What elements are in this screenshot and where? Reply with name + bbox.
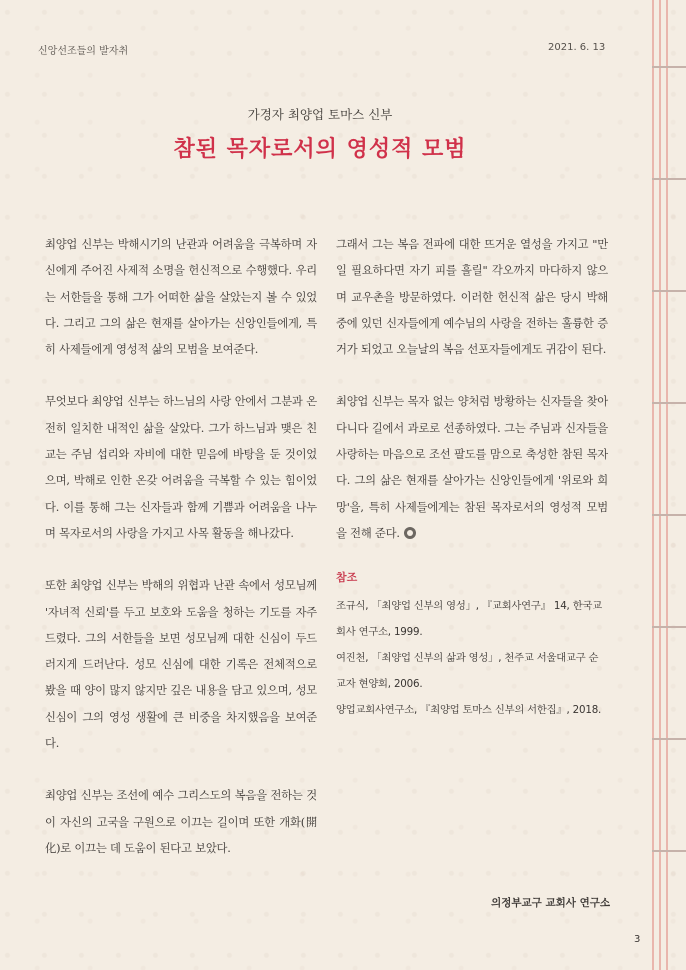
- page-number: 3: [634, 934, 641, 945]
- paragraph: 그래서 그는 복음 전파에 대한 뜨거운 열성을 가지고 "만일 필요하다면 자기 피를 흘릴" 각오까지 마다하지 않으며 교우촌을 방문하였다. 이러한 헌신적 삶은 당시 박해 중에 있던 신자들에게 예수님의 사랑을 전하는 훌륭한 증거가 되었고 오늘날의 복음 선포자들에게도 귀감이 된다.: [336, 238, 608, 357]
- reference-item: 조규식, 「최양업 신부의 영성」, 『교회사연구』 14, 한국교회사 연구소, 1999.: [336, 600, 602, 639]
- left-column: [45, 232, 317, 888]
- references-section: [336, 569, 608, 723]
- margin-tick: [652, 66, 686, 68]
- margin-tick: [652, 178, 686, 180]
- margin-tick: [652, 290, 686, 292]
- issue-date: 2021. 6. 13: [548, 42, 606, 53]
- paragraph-with-end-mark: [336, 389, 608, 547]
- article-subtitle: 가경자 최양업 토마스 신부: [247, 107, 393, 122]
- paragraph: 최양업 신부는 조선에 예수 그리스도의 복음을 전하는 것이 자신의 고국을 구원으로 이끄는 길이며 또한 개화(開化)로 이끄는 데 도움이 된다고 보았다.: [45, 789, 317, 855]
- margin-tick: [652, 738, 686, 740]
- margin-line-2: [659, 0, 661, 970]
- margin-tick: [652, 850, 686, 852]
- author-organization: 의정부교구 교회사 연구소: [491, 897, 610, 909]
- margin-tick: [652, 402, 686, 404]
- margin-tick: [652, 626, 686, 628]
- margin-tick: [652, 514, 686, 516]
- paragraph: 무엇보다 최양업 신부는 하느님의 사랑 안에서 그분과 온전히 일치한 내적인 삶을 살았다. 그가 하느님과 맺은 친교는 주님 섭리와 자비에 대한 믿음에 바탕을 둔 것이었으며, 박해로 인한 온갖 어려움을 극복할 수 있는 힘이었다. 이를 통해 그는 신자들과 함께 기쁨과 어려움을 나누며 목자로서의 사랑을 가지고 사목 활동을 해나갔다.: [45, 395, 317, 540]
- reference-item: 양업교회사연구소, 『최양업 토마스 신부의 서한집』, 2018.: [336, 704, 602, 717]
- article-title: 참된 목자로서의 영성적 모범: [173, 136, 467, 162]
- series-title: 신앙선조들의 발자취: [38, 46, 129, 57]
- paragraph: 또한 최양업 신부는 박해의 위협과 난관 속에서 성모님께 '자녀적 신뢰'를 두고 보호와 도움을 청하는 기도를 자주 드렸다. 그의 서한들을 보면 성모님께 대한 신심이 두드러지게 드러난다. 성모 신심에 대한 기록은 전체적으로 봤을 때 양이 많지 않지만 깊은 내용을 담고 있으며, 성모 신심이 그의 영성 생활에 큰 비중을 차지했음을 보여준다.: [45, 579, 317, 751]
- right-column: [336, 232, 608, 723]
- reference-item: 여진천, 「최양업 신부의 삶과 영성」, 천주교 서울대교구 순교자 현양회, 2006.: [336, 652, 599, 691]
- margin-line-1: [652, 0, 654, 970]
- references-heading: 참조: [336, 571, 358, 585]
- paragraph: 최양업 신부는 박해시기의 난관과 어려움을 극복하며 자신에게 주어진 사제적 소명을 헌신적으로 수행했다. 우리는 서한들을 통해 그가 어떠한 삶을 살았는지 볼 수 있었다. 그리고 그의 삶은 현재를 살아가는 신앙인들에게, 특히 사제들에게 영성적 삶의 모범을 보여준다.: [45, 238, 317, 357]
- end-mark-icon: [404, 527, 416, 539]
- margin-line-3: [666, 0, 668, 970]
- paragraph-text: 최양업 신부는 목자 없는 양처럼 방황하는 신자들을 찾아다니다 길에서 과로로 선종하였다. 그는 주님과 신자들을 사랑하는 마음으로 조선 팔도를 맘으로 축성한 참된 목자다. 그의 삶은 현재를 살아가는 신앙인들에게 '위로와 희망'을, 특히 사제들에게는 참된 목자로서의 영성적 모범을 전해 준다.: [336, 395, 608, 540]
